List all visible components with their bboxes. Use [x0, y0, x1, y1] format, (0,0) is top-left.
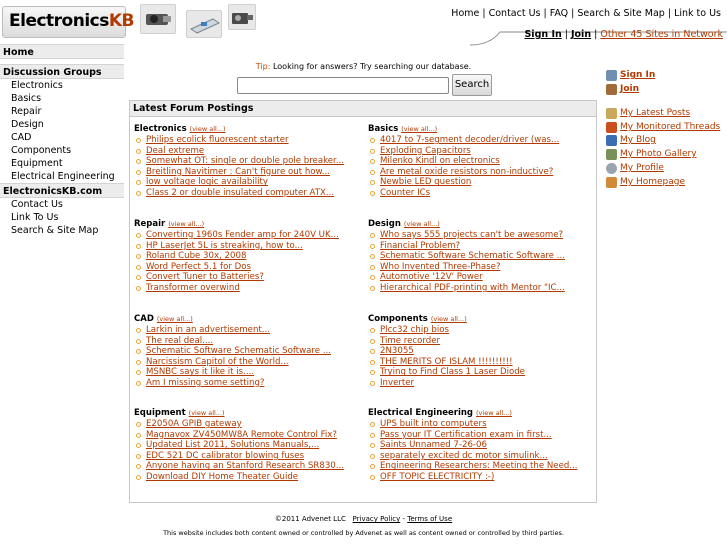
post-link[interactable]: THE MERITS OF ISLAM !!!!!!!!!!: [380, 356, 513, 367]
bullet-icon: [370, 159, 375, 164]
bullet-icon: [370, 275, 375, 280]
panel-title: Latest Forum Postings: [130, 101, 596, 117]
search-input[interactable]: [237, 77, 449, 94]
forum-group-title: [134, 218, 362, 230]
sign-in-link[interactable]: Sign In: [524, 29, 562, 40]
post-item: [368, 262, 596, 273]
post-item: [134, 430, 362, 441]
forum-group: [134, 123, 362, 199]
forum-group: [134, 218, 362, 294]
threads-icon: [606, 122, 617, 133]
post-link[interactable]: Somewhat OT: single or double pole breaker...: [146, 156, 344, 167]
post-item: [368, 283, 596, 294]
bullet-icon: [370, 180, 375, 185]
logo-text: Electronics: [9, 11, 109, 31]
forum-group-title: [368, 218, 596, 230]
my-latest-posts-link[interactable]: My Latest Posts: [620, 108, 691, 118]
join-link[interactable]: Join: [571, 29, 592, 40]
sidebar-item-design[interactable]: Design: [11, 119, 44, 130]
nav-home[interactable]: Home: [451, 8, 480, 19]
post-item: [134, 251, 362, 262]
join-link-right[interactable]: Join: [620, 84, 640, 94]
post-link[interactable]: Converting 1960s Fender amp for 240V UK...: [146, 230, 339, 240]
profile-icon: [606, 163, 617, 174]
sidebar-item-electronics[interactable]: Electronics: [11, 80, 63, 91]
post-link[interactable]: Saints Unnamed 7-26-06: [380, 440, 487, 451]
post-link[interactable]: Newbie LED question: [380, 177, 472, 188]
post-link[interactable]: Exploding Capacitors: [380, 145, 471, 156]
post-link[interactable]: Deal extreme: [146, 145, 205, 156]
post-link[interactable]: Breitling Navitimer : Can't figure out how...: [146, 166, 330, 177]
tip-text: Looking for answers? Try searching our database.: [270, 62, 472, 71]
nav-faq[interactable]: FAQ: [549, 8, 569, 19]
terms-of-use-link[interactable]: Terms of Use: [407, 515, 453, 523]
sidebar-discussion-groups-heading: Discussion Groups: [0, 64, 124, 79]
forum-group-title: [134, 407, 362, 419]
post-item: [134, 346, 362, 357]
account-bar: Sign In | Join | Other 45 Sites in Network: [524, 29, 723, 40]
forum-group: [368, 123, 596, 199]
bullet-icon: [370, 233, 375, 238]
post-link[interactable]: Hierarchical PDF-printing with Mentor "IC...: [380, 282, 565, 293]
post-item: [134, 156, 362, 167]
forum-group-name[interactable]: Repair: [134, 219, 166, 229]
bullet-icon: [136, 349, 141, 354]
post-link[interactable]: Am I missing some setting?: [146, 377, 265, 388]
post-link[interactable]: Larkin in an advertisement...: [146, 325, 270, 335]
post-item: [134, 272, 362, 283]
bullet-icon: [370, 370, 375, 375]
sidebar-item-electrical-engineering[interactable]: Electrical Engineering: [11, 171, 115, 182]
bullet-icon: [370, 433, 375, 438]
forum-group-title: [368, 313, 596, 325]
post-item: [368, 177, 596, 188]
post-item: [134, 440, 362, 451]
footer: [0, 515, 727, 537]
post-link[interactable]: Word Perfect 5.1 for Dos: [146, 261, 251, 272]
post-item: [134, 325, 362, 336]
bullet-icon: [370, 138, 375, 143]
post-item: [368, 336, 596, 347]
sidebar-item-cad[interactable]: CAD: [11, 132, 32, 143]
forum-group-title: [134, 313, 362, 325]
content-notice: This website includes both content owned or controlled by Advenet as well as content owned or controlled by third parties.: [163, 529, 564, 537]
view-all-link[interactable]: (view all...): [476, 409, 512, 417]
post-link[interactable]: Plcc32 chip bios: [380, 325, 450, 335]
forum-group: [134, 407, 362, 483]
view-all-link[interactable]: (view all...): [401, 125, 438, 133]
bullet-icon: [136, 464, 141, 469]
view-all-link[interactable]: (view all...): [168, 220, 205, 228]
post-item: [134, 378, 362, 389]
post-item: [134, 451, 362, 462]
post-link[interactable]: E2050A GPIB gateway: [146, 419, 242, 429]
bullet-icon: [370, 422, 375, 427]
network-sites-link[interactable]: Other 45 Sites in Network: [600, 29, 723, 40]
post-link[interactable]: Pass your IT Certification exam in first...: [380, 429, 552, 440]
post-item: [368, 135, 596, 146]
post-item: [368, 451, 596, 462]
bullet-icon: [136, 254, 141, 259]
post-link[interactable]: Engineering Researchers: Meeting the Need...: [380, 461, 578, 472]
post-item: [134, 188, 362, 199]
post-link[interactable]: Transformer overwind: [146, 282, 240, 293]
post-item: [368, 325, 596, 336]
bullet-icon: [370, 244, 375, 249]
sidebar-home[interactable]: Home: [0, 44, 124, 59]
bullet-icon: [136, 433, 141, 438]
post-link[interactable]: Inverter: [380, 377, 415, 388]
post-link[interactable]: Schematic Software Schematic Software ...: [146, 346, 331, 357]
post-item: [134, 357, 362, 368]
forum-group: [368, 218, 596, 294]
privacy-policy-link[interactable]: Privacy Policy: [352, 515, 401, 523]
bullet-icon: [370, 191, 375, 196]
post-link[interactable]: The real deal....: [146, 335, 214, 346]
post-item: [368, 461, 596, 472]
bullet-icon: [370, 475, 375, 480]
bullet-icon: [370, 360, 375, 365]
my-profile-link[interactable]: My Profile: [620, 163, 664, 173]
nav-link-to-us[interactable]: Link to Us: [674, 8, 721, 19]
post-link[interactable]: Convert Tuner to Batteries?: [146, 272, 264, 283]
post-link[interactable]: Counter ICs: [380, 187, 431, 198]
post-link[interactable]: Automotive '12V' Power: [380, 272, 483, 283]
post-link[interactable]: Updated List 2011, Solutions Manuals,...: [146, 440, 320, 451]
sidebar-site-heading: ElectronicsKB.com: [0, 183, 124, 198]
post-item: [134, 461, 362, 472]
bullet-icon: [136, 149, 141, 154]
post-link[interactable]: Financial Problem?: [380, 240, 461, 251]
my-photo-gallery-link[interactable]: My Photo Gallery: [620, 149, 697, 159]
nav-search-site-map[interactable]: Search & Site Map: [577, 8, 665, 19]
post-item: [368, 367, 596, 378]
latest-forum-postings-panel: [129, 100, 597, 503]
view-all-link[interactable]: (view all...): [156, 315, 193, 323]
post-item: [134, 367, 362, 378]
post-item: [134, 419, 362, 430]
post-link[interactable]: Class 2 or double insulated computer ATX...: [146, 187, 335, 198]
bullet-icon: [136, 339, 141, 344]
forum-group: [368, 313, 596, 389]
forum-group-name[interactable]: CAD: [134, 314, 154, 324]
bullet-icon: [136, 370, 141, 375]
post-link[interactable]: Are metal oxide resistors non-inductive?: [380, 166, 554, 177]
blog-icon: [606, 135, 617, 146]
post-item: [134, 472, 362, 483]
post-item: [368, 419, 596, 430]
post-link[interactable]: Narcissism Capitol of the World...: [146, 356, 289, 367]
post-link[interactable]: Philips ecolick fluorescent starter: [146, 135, 289, 145]
forum-group-name[interactable]: Equipment: [134, 408, 186, 418]
post-item: [134, 135, 362, 146]
bullet-icon: [136, 422, 141, 427]
post-item: [134, 241, 362, 252]
bullet-icon: [136, 454, 141, 459]
sign-in-link-right[interactable]: Sign In: [620, 70, 656, 80]
top-navigation: Home | Contact Us | FAQ | Search & Site Map | Link to Us: [451, 8, 721, 19]
post-link[interactable]: 2N3055: [380, 346, 414, 357]
camcorder-image: [228, 4, 256, 30]
view-all-link[interactable]: (view all...): [430, 315, 467, 323]
post-link[interactable]: Download DIY Home Theater Guide: [146, 471, 299, 482]
post-link[interactable]: Magnavox ZV450MW8A Remote Control Fix?: [146, 429, 337, 440]
sidebar-item-repair[interactable]: Repair: [11, 106, 42, 117]
forum-group-name[interactable]: Components: [368, 314, 428, 324]
forum-group: [368, 407, 596, 483]
post-link[interactable]: Schematic Software Schematic Software ...: [380, 251, 565, 262]
post-item: [368, 230, 596, 241]
camera-image: [140, 4, 176, 34]
search-tip: [130, 62, 597, 71]
forum-group-name[interactable]: Electronics: [134, 124, 187, 134]
bullet-icon: [370, 349, 375, 354]
post-item: [134, 167, 362, 178]
post-item: [134, 146, 362, 157]
forum-group-title: [368, 407, 596, 419]
device-image: [186, 10, 222, 38]
post-link[interactable]: UPS built into computers: [380, 419, 487, 429]
sidebar-item-search-site-map[interactable]: Search & Site Map: [11, 225, 99, 236]
bullet-icon: [370, 464, 375, 469]
copyright: ©2011 Advenet LLC: [274, 515, 346, 523]
post-item: [368, 146, 596, 157]
tip-label: Tip:: [255, 62, 271, 71]
post-link[interactable]: low voltage logic availability: [146, 177, 268, 188]
bullet-icon: [370, 254, 375, 259]
sidebar-item-equipment[interactable]: Equipment: [11, 158, 63, 169]
post-link[interactable]: Anyone having an Stanford Research SR830...: [146, 461, 344, 472]
view-all-link[interactable]: (view all...): [403, 220, 440, 228]
sidebar: [0, 44, 124, 237]
bullet-icon: [370, 170, 375, 175]
post-link[interactable]: Time recorder: [380, 335, 441, 346]
view-all-link[interactable]: (view all...): [189, 125, 226, 133]
posts-icon: [606, 108, 617, 119]
my-blog-link[interactable]: My Blog: [620, 135, 656, 145]
post-item: [134, 336, 362, 347]
bullet-icon: [136, 328, 141, 333]
bullet-icon: [136, 286, 141, 291]
my-homepage-link[interactable]: My Homepage: [620, 177, 686, 187]
post-link[interactable]: separately excited dc motor simulink...: [380, 450, 548, 461]
post-link[interactable]: Roland Cube 30x, 2008: [146, 251, 247, 262]
post-item: [368, 357, 596, 368]
sign-in-icon: [606, 70, 617, 81]
sidebar-item-components[interactable]: Components: [11, 145, 72, 156]
footer-separator: -: [400, 515, 408, 523]
post-item: [368, 430, 596, 441]
post-link[interactable]: MSNBC says it like it is....: [146, 367, 255, 378]
sidebar-item-link-to-us[interactable]: Link To Us: [11, 212, 59, 223]
bullet-icon: [136, 191, 141, 196]
forum-group-name[interactable]: Design: [368, 219, 401, 229]
sidebar-item-contact-us[interactable]: Contact Us: [11, 199, 63, 210]
gallery-icon: [606, 149, 617, 160]
bullet-icon: [370, 381, 375, 386]
site-header: [0, 0, 727, 44]
post-link[interactable]: Trying to Find Class 1 Laser Diode: [380, 367, 525, 378]
post-item: [134, 283, 362, 294]
bullet-icon: [136, 180, 141, 185]
post-item: [134, 230, 362, 241]
bullet-icon: [136, 138, 141, 143]
post-item: [368, 378, 596, 389]
forum-group-title: [368, 123, 596, 135]
post-item: [134, 177, 362, 188]
bullet-icon: [136, 170, 141, 175]
bullet-icon: [136, 159, 141, 164]
post-link[interactable]: Who Invented Three-Phase?: [380, 261, 501, 272]
bullet-icon: [370, 149, 375, 154]
post-item: [368, 440, 596, 451]
forum-group: [134, 313, 362, 389]
bullet-icon: [136, 233, 141, 238]
post-link[interactable]: HP LaserJet 5L is streaking, how to...: [146, 240, 303, 251]
post-item: [368, 346, 596, 357]
join-icon: [606, 84, 617, 95]
logo-accent: KB: [108, 11, 135, 31]
bullet-icon: [136, 360, 141, 365]
bullet-icon: [370, 328, 375, 333]
post-item: [368, 272, 596, 283]
bullet-icon: [136, 265, 141, 270]
forum-group-name[interactable]: Electrical Engineering: [368, 408, 474, 418]
search-button[interactable]: Search: [452, 74, 492, 96]
post-link[interactable]: 4017 to 7-segment decoder/driver (was...: [380, 135, 560, 145]
post-link[interactable]: OFF TOPIC ELECTRICITY :-): [380, 471, 495, 482]
post-item: [368, 156, 596, 167]
bullet-icon: [370, 286, 375, 291]
bullet-icon: [136, 381, 141, 386]
homepage-icon: [606, 177, 617, 188]
post-item: [368, 241, 596, 252]
bullet-icon: [370, 339, 375, 344]
post-link[interactable]: Who says 555 projects can't be awesome?: [380, 230, 564, 240]
post-link[interactable]: Milenko Kindl on electronics: [380, 156, 500, 167]
my-monitored-threads-link[interactable]: My Monitored Threads: [620, 122, 721, 132]
bullet-icon: [370, 443, 375, 448]
bullet-icon: [370, 265, 375, 270]
site-logo[interactable]: [2, 6, 135, 38]
view-all-link[interactable]: (view all...): [188, 409, 225, 417]
sidebar-item-basics[interactable]: Basics: [11, 93, 42, 104]
bullet-icon: [136, 443, 141, 448]
bullet-icon: [136, 244, 141, 249]
post-link[interactable]: EDC 521 DC calibrator blowing fuses: [146, 450, 305, 461]
bullet-icon: [136, 275, 141, 280]
post-item: [134, 262, 362, 273]
forum-group-name[interactable]: Basics: [368, 124, 399, 134]
nav-contact-us[interactable]: Contact Us: [488, 8, 541, 19]
post-item: [368, 167, 596, 178]
post-item: [368, 251, 596, 262]
post-item: [368, 188, 596, 199]
forum-group-title: [134, 123, 362, 135]
bullet-icon: [370, 454, 375, 459]
post-item: [368, 472, 596, 483]
bullet-icon: [136, 475, 141, 480]
